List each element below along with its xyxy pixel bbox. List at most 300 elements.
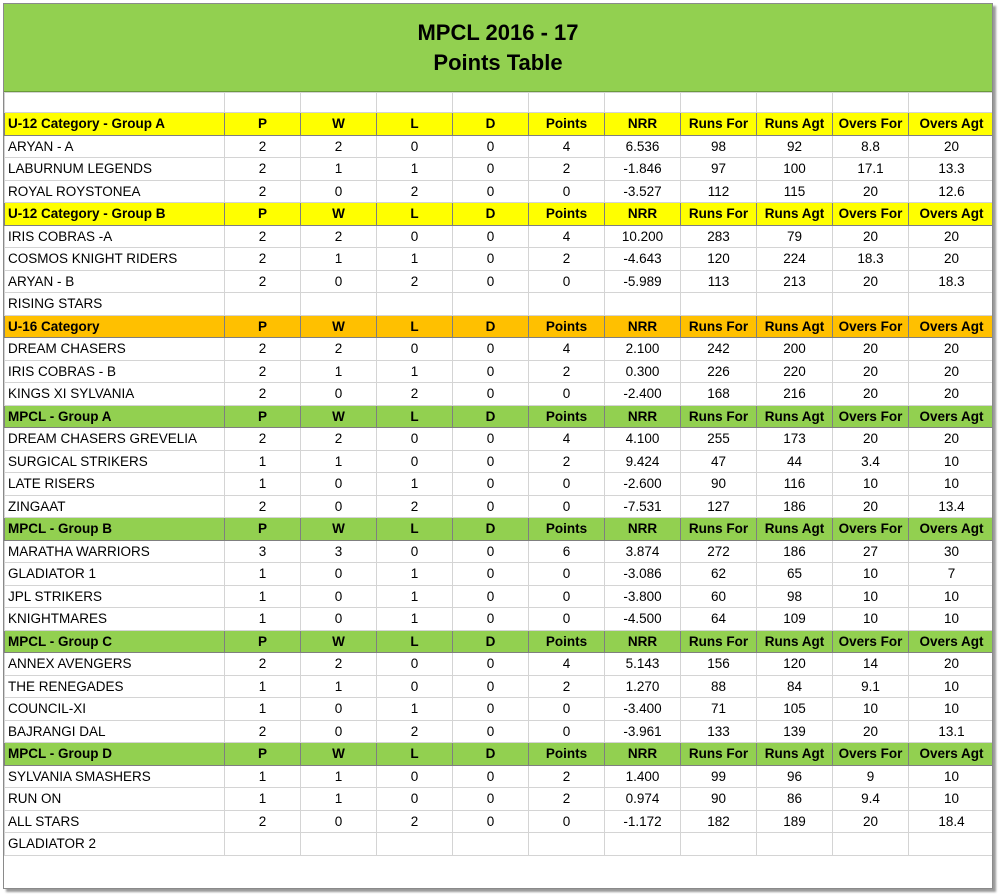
stat-cell: 0 — [301, 270, 377, 293]
group-header-row — [5, 743, 994, 766]
stat-cell: 12.6 — [909, 180, 994, 203]
column-header: Runs For — [681, 315, 757, 338]
column-header: Overs Agt — [909, 630, 994, 653]
group-header-row — [5, 405, 994, 428]
stat-cell: 2 — [225, 158, 301, 181]
column-header: W — [301, 113, 377, 136]
team-name: RISING STARS — [5, 293, 225, 316]
stat-cell: 0 — [453, 698, 529, 721]
stat-cell: 2 — [301, 225, 377, 248]
column-header: L — [377, 315, 453, 338]
stat-cell: 272 — [681, 540, 757, 563]
stat-cell — [605, 293, 681, 316]
group-name: MPCL - Group A — [5, 405, 225, 428]
stat-cell — [833, 833, 909, 856]
stat-cell: 226 — [681, 360, 757, 383]
stat-cell: 2 — [377, 495, 453, 518]
points-table — [4, 92, 993, 856]
stat-cell: 6.536 — [605, 135, 681, 158]
stat-cell — [377, 833, 453, 856]
stat-cell — [909, 833, 994, 856]
stat-cell: 13.3 — [909, 158, 994, 181]
stat-cell: 186 — [757, 495, 833, 518]
stat-cell — [225, 833, 301, 856]
stat-cell: 0 — [453, 608, 529, 631]
table-row — [5, 540, 994, 563]
stat-cell: -5.989 — [605, 270, 681, 293]
title-line-1: MPCL 2016 - 17 — [417, 19, 579, 45]
stat-cell: 98 — [681, 135, 757, 158]
column-header: D — [453, 203, 529, 226]
stat-cell: 20 — [909, 360, 994, 383]
column-header: Overs For — [833, 315, 909, 338]
stat-cell: 62 — [681, 563, 757, 586]
team-name: GLADIATOR 2 — [5, 833, 225, 856]
stat-cell: 27 — [833, 540, 909, 563]
table-row — [5, 675, 994, 698]
stat-cell: 65 — [757, 563, 833, 586]
stat-cell: 3.4 — [833, 450, 909, 473]
stat-cell: 112 — [681, 180, 757, 203]
stat-cell — [909, 293, 994, 316]
stat-cell: 2 — [225, 383, 301, 406]
stat-cell: 20 — [909, 428, 994, 451]
stat-cell — [529, 293, 605, 316]
stat-cell: 2 — [225, 338, 301, 361]
group-name: MPCL - Group D — [5, 743, 225, 766]
stat-cell: 283 — [681, 225, 757, 248]
stat-cell: 0 — [377, 450, 453, 473]
team-name: LABURNUM LEGENDS — [5, 158, 225, 181]
column-header: P — [225, 743, 301, 766]
table-row — [5, 788, 994, 811]
column-header: Overs Agt — [909, 315, 994, 338]
title-banner — [4, 4, 992, 92]
stat-cell: 0 — [453, 720, 529, 743]
stat-cell: 86 — [757, 788, 833, 811]
stat-cell: 9.4 — [833, 788, 909, 811]
stat-cell: 0 — [453, 540, 529, 563]
stat-cell: 0 — [453, 270, 529, 293]
table-row — [5, 383, 994, 406]
stat-cell: 10 — [833, 585, 909, 608]
stat-cell: 133 — [681, 720, 757, 743]
stat-cell: 2 — [225, 653, 301, 676]
group-header-row — [5, 113, 994, 136]
column-header: Runs Agt — [757, 315, 833, 338]
stat-cell: 1 — [225, 473, 301, 496]
column-header: D — [453, 113, 529, 136]
stat-cell: -3.400 — [605, 698, 681, 721]
stat-cell: 173 — [757, 428, 833, 451]
team-name: THE RENEGADES — [5, 675, 225, 698]
column-header: Overs Agt — [909, 405, 994, 428]
stat-cell: 0 — [529, 810, 605, 833]
team-name: ALL STARS — [5, 810, 225, 833]
stat-cell: 109 — [757, 608, 833, 631]
stat-cell: 139 — [757, 720, 833, 743]
column-header: P — [225, 315, 301, 338]
column-header: NRR — [605, 405, 681, 428]
stat-cell: 0 — [453, 495, 529, 518]
stat-cell: 71 — [681, 698, 757, 721]
stat-cell: 120 — [681, 248, 757, 271]
column-header: Runs For — [681, 630, 757, 653]
stat-cell: 18.3 — [833, 248, 909, 271]
stat-cell: 0 — [529, 495, 605, 518]
column-header: Points — [529, 405, 605, 428]
stat-cell: 10 — [909, 788, 994, 811]
stat-cell: 2 — [301, 135, 377, 158]
stat-cell: 44 — [757, 450, 833, 473]
stat-cell: 20 — [833, 428, 909, 451]
column-header: P — [225, 203, 301, 226]
team-name: ZINGAAT — [5, 495, 225, 518]
table-row — [5, 495, 994, 518]
stat-cell: 2 — [377, 180, 453, 203]
column-header: W — [301, 743, 377, 766]
stat-cell: 0 — [453, 338, 529, 361]
stat-cell: 0 — [529, 698, 605, 721]
stat-cell: 220 — [757, 360, 833, 383]
stat-cell: 10 — [833, 563, 909, 586]
stat-cell: 60 — [681, 585, 757, 608]
stat-cell: 200 — [757, 338, 833, 361]
stat-cell: 96 — [757, 765, 833, 788]
stat-cell: 1 — [377, 563, 453, 586]
stat-cell: -1.846 — [605, 158, 681, 181]
stat-cell: 224 — [757, 248, 833, 271]
stat-cell: 1 — [301, 158, 377, 181]
stat-cell: 20 — [909, 225, 994, 248]
stat-cell: 10 — [909, 675, 994, 698]
stat-cell: 0 — [529, 563, 605, 586]
stat-cell: 0 — [301, 585, 377, 608]
stat-cell: 20 — [833, 225, 909, 248]
stat-cell — [453, 293, 529, 316]
stat-cell — [225, 293, 301, 316]
table-row — [5, 270, 994, 293]
group-name: MPCL - Group C — [5, 630, 225, 653]
stat-cell: 0 — [529, 585, 605, 608]
stat-cell: 8.8 — [833, 135, 909, 158]
stat-cell: 0 — [377, 765, 453, 788]
stat-cell: 0 — [377, 653, 453, 676]
stat-cell: 79 — [757, 225, 833, 248]
stat-cell: 1 — [301, 360, 377, 383]
column-header: Runs For — [681, 405, 757, 428]
stat-cell: 3 — [301, 540, 377, 563]
stat-cell: 0 — [529, 270, 605, 293]
stat-cell: 2 — [529, 158, 605, 181]
stat-cell: -3.961 — [605, 720, 681, 743]
column-header: Overs For — [833, 405, 909, 428]
column-header: D — [453, 405, 529, 428]
stat-cell: 84 — [757, 675, 833, 698]
stat-cell: 1 — [301, 450, 377, 473]
table-row — [5, 585, 994, 608]
stat-cell: 1 — [225, 698, 301, 721]
stat-cell: 216 — [757, 383, 833, 406]
team-name: KNIGHTMARES — [5, 608, 225, 631]
table-row — [5, 563, 994, 586]
column-header: W — [301, 518, 377, 541]
stat-cell: 105 — [757, 698, 833, 721]
stat-cell: 2 — [301, 338, 377, 361]
column-header: Runs For — [681, 203, 757, 226]
stat-cell: 120 — [757, 653, 833, 676]
table-row — [5, 810, 994, 833]
stat-cell: 2 — [529, 450, 605, 473]
column-header: Overs Agt — [909, 113, 994, 136]
stat-cell: 99 — [681, 765, 757, 788]
stat-cell: 9 — [833, 765, 909, 788]
stat-cell: 20 — [833, 338, 909, 361]
stat-cell: 20 — [909, 248, 994, 271]
table-row — [5, 428, 994, 451]
column-header: Overs For — [833, 518, 909, 541]
stat-cell: 97 — [681, 158, 757, 181]
stat-cell: 88 — [681, 675, 757, 698]
stat-cell: 20 — [909, 338, 994, 361]
stat-cell: 2 — [225, 428, 301, 451]
table-row — [5, 450, 994, 473]
column-header: NRR — [605, 518, 681, 541]
stat-cell: 20 — [833, 383, 909, 406]
stat-cell: 0 — [301, 383, 377, 406]
stat-cell: 0.300 — [605, 360, 681, 383]
team-name: BAJRANGI DAL — [5, 720, 225, 743]
stat-cell: 1 — [377, 158, 453, 181]
stat-cell: 1 — [301, 788, 377, 811]
stat-cell: 0 — [377, 675, 453, 698]
points-table-sheet — [3, 3, 993, 889]
stat-cell: 0 — [453, 473, 529, 496]
stat-cell: 10 — [833, 608, 909, 631]
stat-cell: 0 — [377, 225, 453, 248]
column-header: L — [377, 405, 453, 428]
group-name: U-12 Category - Group B — [5, 203, 225, 226]
stat-cell: 1.270 — [605, 675, 681, 698]
stat-cell: 1 — [225, 585, 301, 608]
stat-cell: 4 — [529, 338, 605, 361]
stat-cell: -3.086 — [605, 563, 681, 586]
stat-cell: 2 — [225, 225, 301, 248]
stat-cell: 0 — [301, 495, 377, 518]
team-name: SYLVANIA SMASHERS — [5, 765, 225, 788]
team-name: IRIS COBRAS -A — [5, 225, 225, 248]
stat-cell: 7 — [909, 563, 994, 586]
stat-cell: 2 — [225, 360, 301, 383]
stat-cell: 0 — [529, 473, 605, 496]
stat-cell: 0 — [529, 608, 605, 631]
stat-cell: 2 — [301, 428, 377, 451]
stat-cell: 14 — [833, 653, 909, 676]
column-header: Runs For — [681, 113, 757, 136]
stat-cell: 1 — [225, 675, 301, 698]
stat-cell: 2 — [225, 810, 301, 833]
stat-cell: 6 — [529, 540, 605, 563]
stat-cell: 2 — [529, 788, 605, 811]
stat-cell: 13.1 — [909, 720, 994, 743]
column-header: Runs Agt — [757, 405, 833, 428]
stat-cell: 189 — [757, 810, 833, 833]
team-name: ARYAN - B — [5, 270, 225, 293]
stat-cell: -2.400 — [605, 383, 681, 406]
column-header: L — [377, 518, 453, 541]
stat-cell: 2 — [377, 383, 453, 406]
column-header: NRR — [605, 315, 681, 338]
stat-cell — [529, 833, 605, 856]
stat-cell: 0 — [529, 383, 605, 406]
stat-cell: 18.3 — [909, 270, 994, 293]
stat-cell: 4 — [529, 428, 605, 451]
stat-cell: 1 — [225, 563, 301, 586]
column-header: Overs For — [833, 743, 909, 766]
stat-cell: 2 — [225, 495, 301, 518]
stat-cell: 0 — [301, 608, 377, 631]
column-header: Overs For — [833, 113, 909, 136]
stat-cell: 2 — [529, 765, 605, 788]
stat-cell: 1.400 — [605, 765, 681, 788]
column-header: Runs For — [681, 518, 757, 541]
stat-cell: 1 — [225, 765, 301, 788]
stat-cell: 116 — [757, 473, 833, 496]
stat-cell: 9.424 — [605, 450, 681, 473]
stat-cell — [757, 293, 833, 316]
column-header: W — [301, 203, 377, 226]
stat-cell: 0 — [453, 248, 529, 271]
team-name: RUN ON — [5, 788, 225, 811]
stat-cell: 5.143 — [605, 653, 681, 676]
table-row — [5, 225, 994, 248]
stat-cell: 64 — [681, 608, 757, 631]
stat-cell: 255 — [681, 428, 757, 451]
column-header: Overs For — [833, 203, 909, 226]
stat-cell: 100 — [757, 158, 833, 181]
stat-cell: 0 — [529, 720, 605, 743]
stat-cell: 0 — [301, 810, 377, 833]
column-header: NRR — [605, 743, 681, 766]
column-header: Runs Agt — [757, 630, 833, 653]
stat-cell — [605, 833, 681, 856]
stat-cell: 92 — [757, 135, 833, 158]
stat-cell: 0 — [377, 788, 453, 811]
column-header: Points — [529, 630, 605, 653]
stat-cell: 186 — [757, 540, 833, 563]
stat-cell: 4.100 — [605, 428, 681, 451]
stat-cell: 90 — [681, 473, 757, 496]
stat-cell — [453, 833, 529, 856]
stat-cell: 0 — [301, 720, 377, 743]
stat-cell: 20 — [833, 810, 909, 833]
group-header-row — [5, 315, 994, 338]
stat-cell: 0 — [453, 225, 529, 248]
stat-cell: 0 — [453, 563, 529, 586]
group-header-row — [5, 630, 994, 653]
team-name: COUNCIL-XI — [5, 698, 225, 721]
stat-cell: 20 — [909, 383, 994, 406]
stat-cell: 3.874 — [605, 540, 681, 563]
table-row — [5, 360, 994, 383]
column-header: P — [225, 518, 301, 541]
column-header: Overs For — [833, 630, 909, 653]
stat-cell: 0.974 — [605, 788, 681, 811]
table-row — [5, 248, 994, 271]
team-name: SURGICAL STRIKERS — [5, 450, 225, 473]
stat-cell: 0 — [453, 810, 529, 833]
stat-cell: 10 — [909, 473, 994, 496]
column-header: Runs Agt — [757, 743, 833, 766]
stat-cell: 0 — [529, 180, 605, 203]
team-name: IRIS COBRAS - B — [5, 360, 225, 383]
stat-cell: 0 — [377, 135, 453, 158]
column-header: Points — [529, 518, 605, 541]
table-row — [5, 608, 994, 631]
stat-cell: 0 — [453, 360, 529, 383]
stat-cell: 2.100 — [605, 338, 681, 361]
team-name: ANNEX AVENGERS — [5, 653, 225, 676]
team-name: DREAM CHASERS — [5, 338, 225, 361]
table-row — [5, 698, 994, 721]
group-header-row — [5, 518, 994, 541]
stat-cell — [301, 293, 377, 316]
column-header: NRR — [605, 113, 681, 136]
stat-cell: 1 — [301, 765, 377, 788]
column-header: D — [453, 630, 529, 653]
stat-cell: 1 — [377, 248, 453, 271]
column-header: D — [453, 315, 529, 338]
column-header: Points — [529, 315, 605, 338]
team-name: ROYAL ROYSTONEA — [5, 180, 225, 203]
stat-cell: 20 — [833, 720, 909, 743]
stat-cell — [833, 293, 909, 316]
column-header: Points — [529, 113, 605, 136]
stat-cell: 18.4 — [909, 810, 994, 833]
stat-cell: 0 — [453, 675, 529, 698]
stat-cell: -2.600 — [605, 473, 681, 496]
stat-cell: 17.1 — [833, 158, 909, 181]
stat-cell: 115 — [757, 180, 833, 203]
stat-cell: 98 — [757, 585, 833, 608]
stat-cell: 1 — [225, 608, 301, 631]
stat-cell: 10 — [909, 450, 994, 473]
stat-cell: 3 — [225, 540, 301, 563]
team-name: COSMOS KNIGHT RIDERS — [5, 248, 225, 271]
stat-cell: 0 — [301, 473, 377, 496]
table-row — [5, 720, 994, 743]
stat-cell: 2 — [301, 653, 377, 676]
table-row — [5, 473, 994, 496]
stat-cell: 10 — [833, 698, 909, 721]
stat-cell: 0 — [453, 180, 529, 203]
team-name: GLADIATOR 1 — [5, 563, 225, 586]
column-header: D — [453, 743, 529, 766]
stat-cell: 2 — [225, 248, 301, 271]
stat-cell: 0 — [377, 540, 453, 563]
table-row — [5, 653, 994, 676]
table-row — [5, 180, 994, 203]
column-header: Points — [529, 743, 605, 766]
stat-cell: 10 — [909, 608, 994, 631]
stat-cell: 2 — [529, 675, 605, 698]
blank-row — [5, 93, 994, 113]
stat-cell: 90 — [681, 788, 757, 811]
table-row — [5, 765, 994, 788]
column-header: W — [301, 315, 377, 338]
stat-cell: 182 — [681, 810, 757, 833]
stat-cell — [681, 293, 757, 316]
